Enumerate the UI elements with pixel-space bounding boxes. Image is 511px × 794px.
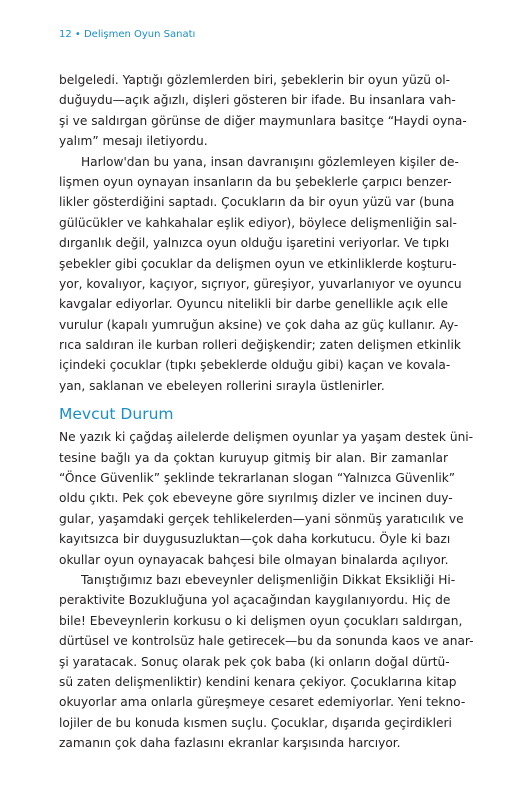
text-line: sü zaten delişmenliktir) kendini kenara çekiyor. Çocuklarına kitap [59,674,457,689]
text-line: gular, yaşamdaki gerçek tehlikelerden—yani sönmüş yaratıcılık ve [59,511,464,526]
text-line: oldu çıktı. Pek çok ebeveyne göre sıyrılmış dizler ve incinen duy- [59,491,453,506]
paragraph-2 [59,152,462,397]
text-line: yor, kovalıyor, kaçıyor, sıçrıyor, güreşiyor, yuvarlanıyor ve oyuncu [59,276,462,291]
text-line: vurulur (kapalı yumruğun aksine) ve çok daha az güç kullanır. Ay- [59,317,459,332]
text-line: şi ve saldırgan görünse de diğer maymunlara basitçe “Haydi oyna- [59,113,467,128]
paragraph-4 [59,570,474,754]
paragraph-1 [59,70,467,152]
text-line: okullar oyun oynayacak bahçesi bile olmayan binalarda açılıyor. [59,552,449,567]
text-line: “Önce Güvenlik” şeklinde tekrarlanan slogan “Yalnızca Güvenlik” [59,471,456,486]
text-line: içindeki çocuklar (tıpkı şebeklerde olduğu gibi) kaçan ve kovala- [59,358,451,373]
text-line: Harlow'dan bu yana, insan davranışını gözlemleyen kişiler de- [81,154,459,169]
section-heading: Mevcut Durum [59,405,174,424]
text-line: kayıtsızca bir duygusuzluktan—çok daha korkutucu. Öyle ki bazı [59,532,451,547]
text-line: Ne yazık ki çağdaş ailelerde delişmen oyunlar ya yaşam destek üni- [59,430,474,445]
text-line: peraktivite Bozukluğuna yol açacağından kaygılanıyordu. Hiç de [59,593,451,608]
text-line: belgeledi. Yaptığı gözlemlerden biri, şebeklerin bir oyun yüzü ol- [59,73,451,87]
text-line: yalım” mesajı iletiyordu. [59,134,208,149]
running-header: 12 • Delişmen Oyun Sanatı [59,29,196,40]
text-line: Tanıştığımız bazı ebeveynler delişmenliğin Dikkat Eksikliği Hi- [81,572,456,587]
text-line: kavgalar ediyorlar. Oyuncu nitelikli bir darbe genellikle açık elle [59,297,448,312]
text-line: şebekler gibi çocuklar da delişmen oyun ve etkinliklerde koşturu- [59,256,457,271]
text-line: duğuydu—açık ağızlı, dişleri gösteren bir ifade. Bu insanlara vah- [59,93,456,108]
text-line: lişmen oyun oynayan insanların da bu şebeklerle çarpıcı benzer- [59,174,452,189]
text-line: dürtüsel ve kontrolsüz hale getirecek—bu da sonunda kaos ve anar- [59,634,474,649]
text-line: gülücükler ve kahkahalar eşlik ediyor), böylece delişmenliğin sal- [59,215,457,230]
text-line: tesine bağlı ya da çoktan kuruyup gitmiş bir alan. Bir zamanlar [59,450,448,465]
paragraph-3 [59,427,474,570]
text-line: likler gösterdiğini saptadı. Çocukların da bir oyun yüzü var (buna [59,195,455,210]
text-line: zamanın çok daha fazlasını ekranlar karşısında harcıyor. [59,736,401,751]
text-line: dırganlık değil, yalnızca oyun olduğu işaretini veriyorlar. Ve tıpkı [59,236,450,251]
text-line: lojiler de bu konuda kısmen suçlu. Çocuklar, dışarıda geçirdikleri [59,715,452,730]
text-line: rıca saldıran ile kurban rolleri değişkendir; zaten delişmen etkinlik [59,338,461,353]
text-line: okuyorlar ama onlarla güreşmeye cesaret edemiyorlar. Yeni tekno- [59,695,466,710]
text-line: şi yaratacak. Sonuç olarak pek çok baba (ki onların doğal dürtü- [59,654,450,669]
text-line: bile! Ebeveynlerin korkusu o ki delişmen oyun çocukları saldırgan, [59,613,463,628]
page-body [59,70,474,754]
text-line: yan, saklanan ve ebeleyen rollerini sırayla üstlenirler. [59,378,385,393]
